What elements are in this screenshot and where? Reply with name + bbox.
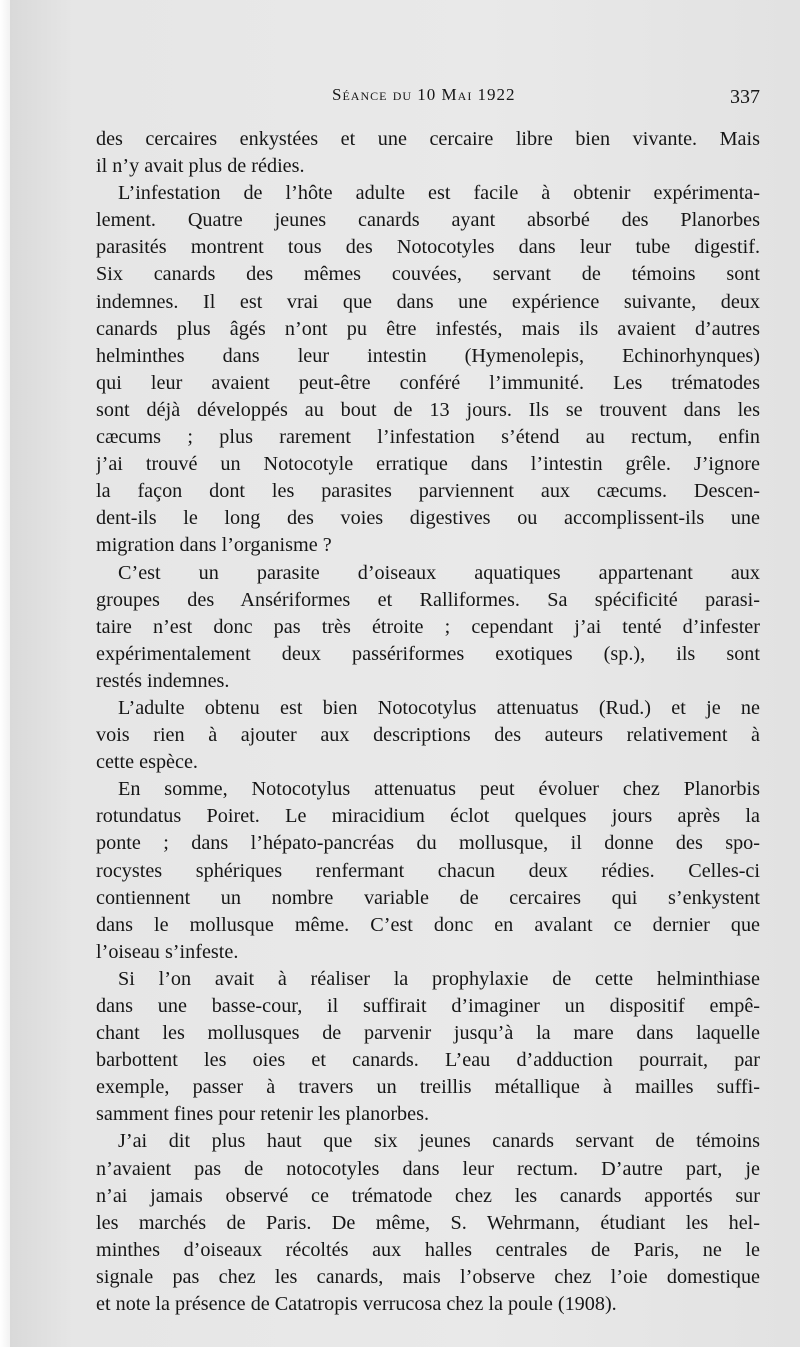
paragraph bbox=[96, 126, 760, 180]
text-line: contiennent un nombre variable de cercaires qui s’enkystent bbox=[96, 886, 760, 909]
scan-margin bbox=[0, 0, 10, 1347]
text-line: dans le mollusque même. C’est donc en avalant ce dernier que bbox=[96, 913, 760, 936]
running-head: Séance du 10 Mai 1922 bbox=[332, 85, 516, 104]
text-line: j’ai trouvé un Notocotyle erratique dans l’intestin grêle. J’ignore bbox=[96, 453, 760, 476]
text-line: lement. Quatre jeunes canards ayant absorbé des Planorbes bbox=[96, 209, 760, 232]
paragraph bbox=[96, 560, 760, 695]
text-line: J’ai dit plus haut que six jeunes canards servant de témoins bbox=[118, 1130, 760, 1153]
text-line: la façon dont les parasites parviennent aux cæcums. Descen- bbox=[96, 480, 760, 503]
text-line: taire n’est donc pas très étroite ; cependant j’ai tenté d’infester bbox=[96, 615, 760, 638]
text-line: Six canards des mêmes couvées, servant de témoins sont bbox=[96, 263, 760, 286]
text-line: rocystes sphériques renfermant chacun deux rédies. Celles-ci bbox=[96, 859, 760, 882]
paragraph bbox=[96, 1128, 760, 1318]
text-line: qui leur avaient peut-être conféré l’immunité. Les trématodes bbox=[96, 371, 760, 394]
text-line: L’adulte obtenu est bien Notocotylus attenuatus (Rud.) et je ne bbox=[118, 696, 760, 719]
text-line: cette espèce. bbox=[96, 751, 198, 774]
page-header bbox=[92, 82, 760, 112]
text-line: helminthes dans leur intestin (Hymenolepis, Echinorhynques) bbox=[96, 344, 760, 367]
text-line: n’ai jamais observé ce trématode chez les canards apportés sur bbox=[96, 1184, 760, 1207]
text-line: ponte ; dans l’hépato-pancréas du mollusque, il donne des spo- bbox=[96, 832, 760, 855]
text-line: vois rien à ajouter aux descriptions des auteurs relativement à bbox=[96, 724, 760, 747]
text-line: C’est un parasite d’oiseaux aquatiques appartenant aux bbox=[118, 561, 760, 584]
text-line: il n’y avait plus de rédies. bbox=[96, 155, 305, 178]
paragraph bbox=[96, 180, 760, 559]
text-line: indemnes. Il est vrai que dans une expérience suivante, deux bbox=[96, 290, 760, 313]
text-line: groupes des Ansériformes et Ralliformes. Sa spécificité parasi- bbox=[96, 588, 760, 611]
page-number: 337 bbox=[730, 86, 760, 108]
paragraph bbox=[96, 695, 760, 776]
text-line: expérimentalement deux passériformes exotiques (sp.), ils sont bbox=[96, 642, 760, 665]
text-line: L’infestation de l’hôte adulte est facile à obtenir expérimenta- bbox=[118, 182, 760, 205]
text-line: l’oiseau s’infeste. bbox=[96, 940, 239, 963]
text-line: restés indemnes. bbox=[96, 669, 230, 692]
text-line: parasités montrent tous des Notocotyles dans leur tube digestif. bbox=[96, 236, 760, 259]
text-line: exemple, passer à travers un treillis métallique à mailles suffi- bbox=[96, 1076, 760, 1099]
text-line: dans une basse-cour, il suffirait d’imaginer un dispositif empê- bbox=[96, 995, 760, 1017]
text-line: des cercaires enkystées et une cercaire libre bien vivante. Mais bbox=[96, 128, 760, 150]
text-line: migration dans l’organisme ? bbox=[96, 534, 332, 557]
text-line: samment fines pour retenir les planorbes. bbox=[96, 1103, 429, 1126]
text-line: En somme, Notocotylus attenuatus peut évoluer chez Planorbis bbox=[118, 778, 760, 801]
text-line: chant les mollusques de parvenir jusqu’à la mare dans laquelle bbox=[96, 1022, 760, 1045]
text-line: cæcums ; plus rarement l’infestation s’étend au rectum, enfin bbox=[96, 426, 760, 449]
text-line: barbottent les oies et canards. L’eau d’adduction pourrait, par bbox=[96, 1049, 760, 1072]
text-line: sont déjà développés au bout de 13 jours. Ils se trouvent dans les bbox=[96, 398, 760, 421]
text-line: dent-ils le long des voies digestives ou accomplissent-ils une bbox=[96, 507, 760, 530]
text-line: minthes d’oiseaux récoltés aux halles centrales de Paris, ne le bbox=[96, 1238, 760, 1261]
text-line: et note la présence de Catatropis verrucosa chez la poule (1908). bbox=[96, 1293, 617, 1316]
text-line: rotundatus Poiret. Le miracidium éclot quelques jours après la bbox=[96, 805, 760, 828]
text-line: n’avaient pas de notocotyles dans leur rectum. D’autre part, je bbox=[96, 1157, 760, 1180]
text-line: Si l’on avait à réaliser la prophylaxie de cette helminthiase bbox=[118, 967, 760, 990]
body-text bbox=[96, 126, 760, 1318]
paragraph bbox=[96, 776, 760, 966]
paragraph bbox=[96, 966, 760, 1129]
text-line: canards plus âgés n’ont pu être infestés, mais ils avaient d’autres bbox=[96, 317, 760, 340]
text-line: signale pas chez les canards, mais l’observe chez l’oie domestique bbox=[96, 1265, 760, 1288]
text-line: les marchés de Paris. De même, S. Wehrmann, étudiant les hel- bbox=[96, 1211, 760, 1234]
